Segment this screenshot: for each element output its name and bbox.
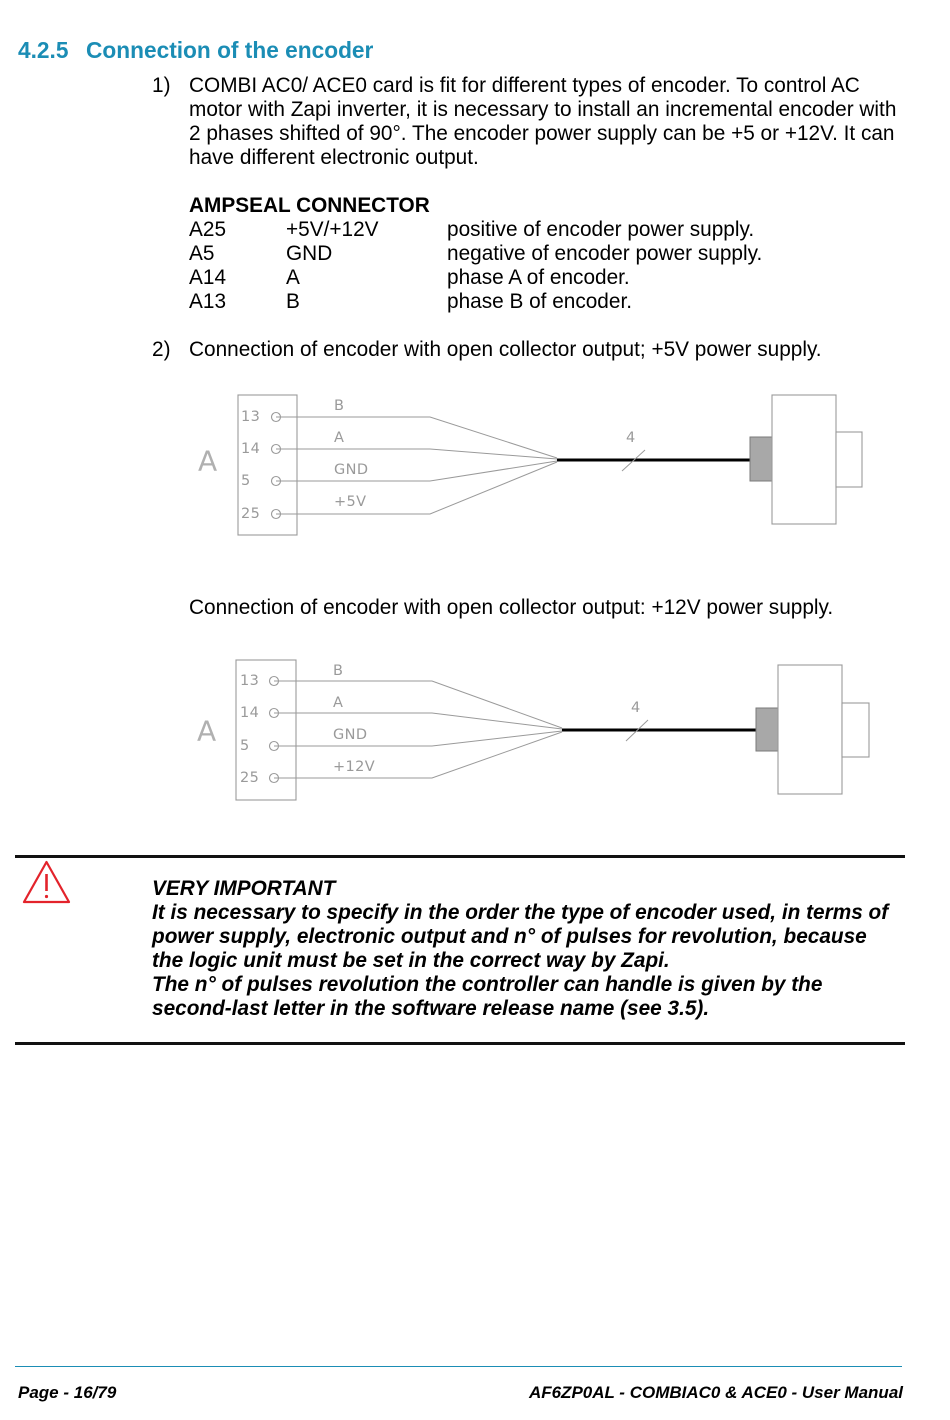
table-row: [189, 242, 889, 266]
list-marker-1: 1): [152, 74, 171, 97]
wire: [274, 681, 562, 728]
encoder-body: [772, 395, 836, 524]
warning-exclamation-dot: [45, 895, 48, 898]
connector-letter: A: [197, 714, 217, 748]
item2-text: Connection of encoder with open collector output; +5V power supply.: [189, 338, 822, 361]
description-cell: positive of encoder power supply.: [447, 218, 755, 241]
pin-cell: A14: [189, 266, 227, 289]
warning-line: The n° of pulses revolution the controller can handle is given by the: [152, 973, 823, 996]
wire: [276, 462, 557, 514]
paragraph-line: COMBI AC0/ ACE0 card is fit for different types of encoder. To control AC: [189, 74, 860, 97]
signal-cell: GND: [286, 242, 333, 265]
pin-cell: A25: [189, 218, 227, 241]
table-row: [189, 266, 889, 290]
table-row: [189, 290, 889, 314]
warning-line: second-last letter in the software release name (see 3.5).: [152, 997, 710, 1020]
wire-label: A: [333, 695, 344, 711]
wiring-diagram-5v: [0, 380, 950, 550]
pin-label: 25: [241, 506, 261, 522]
list-marker-2: 2): [152, 338, 171, 361]
paragraph-line: 2 phases shifted of 90°. The encoder power supply can be +5 or +12V. It can: [189, 122, 895, 145]
section-title: Connection of the encoder: [86, 37, 374, 63]
pin-label: 14: [241, 441, 261, 457]
table-row: [189, 218, 889, 242]
wiring-diagram-12v: [0, 650, 950, 810]
paragraph-line: motor with Zapi inverter, it is necessary to install an incremental encoder with: [189, 98, 897, 121]
wire-label: A: [334, 430, 345, 446]
wire-label: +12V: [333, 759, 376, 775]
warning-line: the logic unit must be set in the correct way by Zapi.: [152, 949, 670, 972]
encoder-shaft: [842, 703, 869, 757]
warning-line: It is necessary to specify in the order the type of encoder used, in terms of: [152, 901, 889, 924]
pin-label: 13: [240, 673, 260, 689]
warning-text: [152, 901, 888, 1021]
conductor-count: 4: [631, 700, 641, 716]
wire: [276, 449, 557, 459]
wire: [274, 713, 562, 729]
encoder-plug: [756, 708, 778, 751]
caption-12v: Connection of encoder with open collector output: +12V power supply.: [189, 596, 834, 619]
connector-heading: AMPSEAL CONNECTOR: [189, 194, 430, 217]
description-cell: phase B of encoder.: [447, 290, 632, 313]
encoder-body: [778, 665, 842, 794]
wire-label: GND: [333, 727, 368, 743]
item1-paragraph: [189, 74, 896, 170]
wire: [276, 417, 557, 458]
pin-label: 5: [240, 738, 250, 754]
warning-bottom-rule: [15, 1042, 905, 1045]
conductor-count: 4: [626, 430, 636, 446]
wire-label: GND: [334, 462, 369, 478]
wire-label: B: [333, 663, 344, 679]
pin-cell: A5: [189, 242, 215, 265]
wire-label: +5V: [334, 494, 367, 510]
wire: [276, 461, 557, 481]
description-cell: negative of encoder power supply.: [447, 242, 763, 265]
warning-top-rule: [15, 855, 905, 858]
footer-page-number: Page - 16/79: [18, 1383, 117, 1402]
encoder-plug: [750, 437, 772, 481]
signal-cell: A: [286, 266, 300, 289]
footer-rule: [15, 1366, 902, 1367]
warning-title: VERY IMPORTANT: [152, 877, 336, 900]
pin-label: 13: [241, 409, 261, 425]
pin-cell: A13: [189, 290, 227, 313]
warning-line: power supply, electronic output and n° of pulses for revolution, because: [152, 925, 867, 948]
pin-label: 14: [240, 705, 260, 721]
encoder-shaft: [836, 432, 862, 487]
footer-document-title: AF6ZP0AL - COMBIAC0 & ACE0 - User Manual: [528, 1383, 903, 1402]
pin-label: 5: [241, 473, 251, 489]
signal-cell: B: [286, 290, 300, 313]
wire: [274, 732, 562, 778]
signal-cell: +5V/+12V: [286, 218, 379, 241]
section-number: 4.2.5: [18, 37, 69, 63]
paragraph-line: have different electronic output.: [189, 146, 479, 169]
wire-label: B: [334, 398, 345, 414]
description-cell: phase A of encoder.: [447, 266, 630, 289]
pin-label: 25: [240, 770, 260, 786]
connector-letter: A: [198, 444, 218, 478]
warning-icon: [0, 850, 80, 910]
wire: [274, 731, 562, 746]
